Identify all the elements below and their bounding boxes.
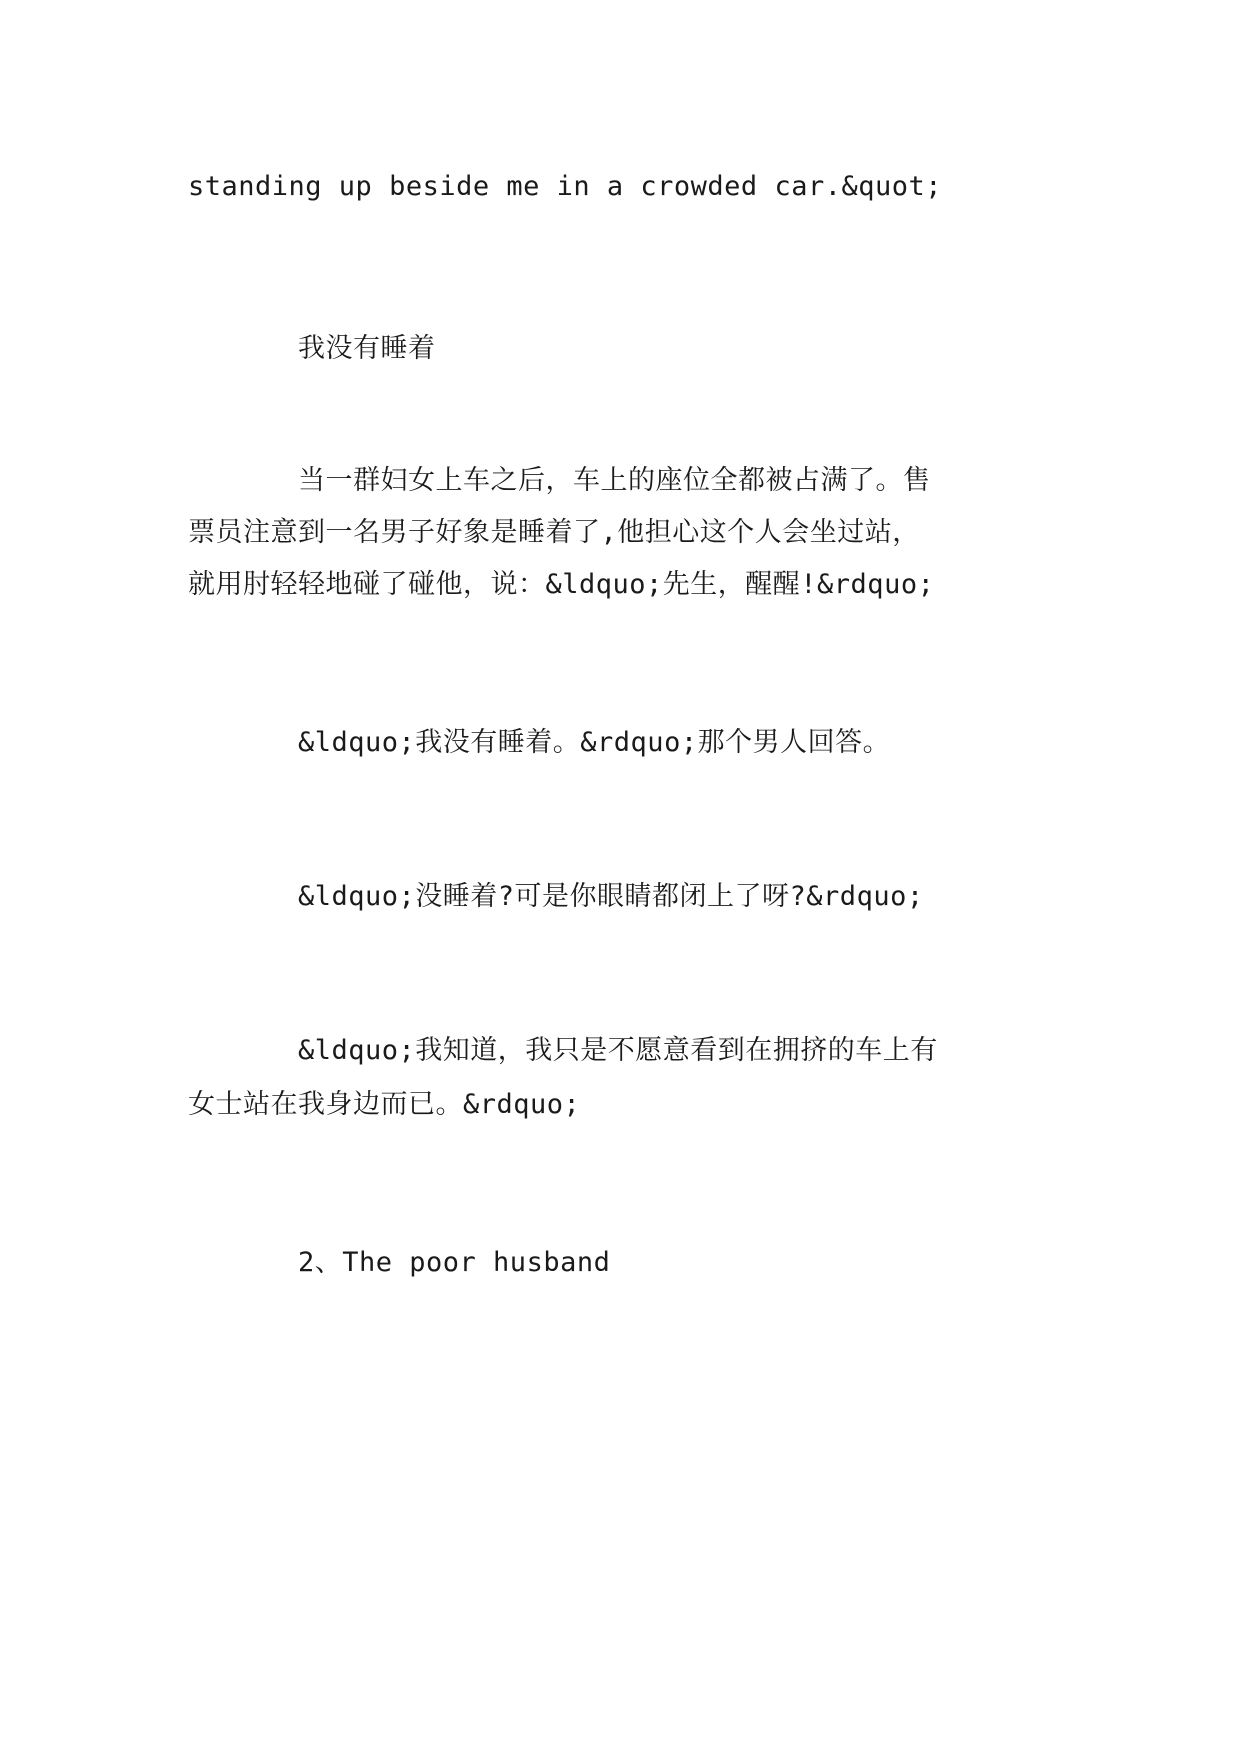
section-heading: 2、The poor husband [298, 1247, 611, 1278]
paragraph-line: 票员注意到一名男子好象是睡着了,他担心这个人会坐过站， [188, 517, 920, 548]
paragraph: &ldquo;我没有睡着。&rdquo;那个男人回答。 [298, 727, 891, 758]
section-heading: 我没有睡着 [298, 333, 436, 364]
paragraph-line: &ldquo;我知道，我只是不愿意看到在拥挤的车上有 [298, 1035, 938, 1066]
paragraph-line: 当一群妇女上车之后，车上的座位全都被占满了。售 [298, 465, 931, 496]
paragraph-line: 女士站在我身边而已。&rdquo; [188, 1089, 581, 1120]
text-line: standing up beside me in a crowded car.&quot; [188, 171, 942, 202]
paragraph-line: 就用肘轻轻地碰了碰他，说：&ldquo;先生，醒醒!&rdquo; [188, 569, 935, 600]
paragraph: &ldquo;没睡着?可是你眼睛都闭上了呀?&rdquo; [298, 881, 924, 912]
